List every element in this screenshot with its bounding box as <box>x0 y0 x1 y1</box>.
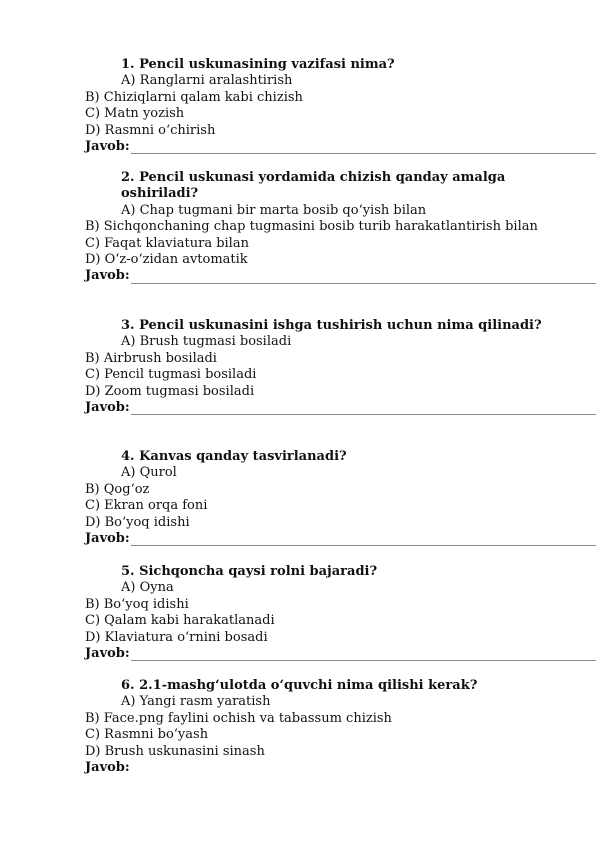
question-title: 1. Pencil uskunasining vazifasi nima? <box>121 57 395 72</box>
option-d: D) Klaviatura o‘rnini bosadi <box>85 629 268 645</box>
option-b: B) Qog‘oz <box>85 481 150 497</box>
answer-label: Javob: <box>85 760 130 776</box>
question-block-5 <box>85 564 588 662</box>
answer-row <box>85 400 588 416</box>
question-title: 6. 2.1-mashg‘ulotda o‘quvchi nima qilishi kerak? <box>121 678 478 693</box>
option-b: B) Bo‘yoq idishi <box>85 596 189 612</box>
question-block-1 <box>85 57 588 155</box>
answer-label: Javob: <box>85 400 130 416</box>
answer-label: Javob: <box>85 268 130 284</box>
question-block-3 <box>85 318 588 416</box>
answer-row <box>85 139 588 155</box>
option-c: C) Faqat klaviatura bilan <box>85 235 249 251</box>
answer-line <box>131 153 596 154</box>
option-c: C) Pencil tugmasi bosiladi <box>85 367 257 383</box>
option-d: D) Brush uskunasini sinash <box>85 743 265 759</box>
answer-line <box>131 545 596 546</box>
option-c: C) Qalam kabi harakatlanadi <box>85 613 275 629</box>
question-title: 3. Pencil uskunasini ishga tushirish uchun nima qilinadi? <box>121 318 542 333</box>
question-block-2 <box>85 170 588 285</box>
answer-row <box>85 760 588 776</box>
question-title: 2. Pencil uskunasi yordamida chizish qanday amalga oshiriladi? <box>121 170 506 202</box>
option-d: D) Rasmni o‘chirish <box>85 122 216 138</box>
answer-row <box>85 646 588 662</box>
question-title: 5. Sichqoncha qaysi rolni bajaradi? <box>121 564 378 579</box>
option-a: A) Brush tugmasi bosiladi <box>121 334 292 350</box>
question-block-4 <box>85 449 588 547</box>
answer-label: Javob: <box>85 139 130 155</box>
option-c: C) Matn yozish <box>85 106 185 122</box>
answer-row <box>85 268 588 284</box>
answer-label: Javob: <box>85 646 130 662</box>
question-block-6 <box>85 678 588 776</box>
option-c: C) Rasmni bo‘yash <box>85 727 209 743</box>
answer-line <box>131 660 596 661</box>
answer-row <box>85 531 588 547</box>
option-a: A) Chap tugmani bir marta bosib qo‘yish bilan <box>121 202 427 218</box>
answer-line <box>131 414 596 415</box>
option-d: D) O‘z-o‘zidan avtomatik <box>85 252 248 268</box>
option-d: D) Zoom tugmasi bosiladi <box>85 383 255 399</box>
option-b: B) Chiziqlarni qalam kabi chizish <box>85 89 303 105</box>
option-c: C) Ekran orqa foni <box>85 498 208 514</box>
option-b: B) Sichqonchaning chap tugmasini bosib turib harakatlantirish bilan <box>85 219 538 235</box>
answer-line <box>131 283 596 284</box>
option-b: B) Face.png faylini ochish va tabassum chizish <box>85 710 392 726</box>
option-a: A) Oyna <box>121 580 174 596</box>
answer-label: Javob: <box>85 531 130 547</box>
option-a: A) Qurol <box>121 465 177 481</box>
question-title: 4. Kanvas qanday tasvirlanadi? <box>121 449 347 464</box>
option-d: D) Bo‘yoq idishi <box>85 514 190 530</box>
option-a: A) Yangi rasm yaratish <box>121 694 271 710</box>
option-b: B) Airbrush bosiladi <box>85 350 217 366</box>
option-a: A) Ranglarni aralashtirish <box>121 73 293 89</box>
